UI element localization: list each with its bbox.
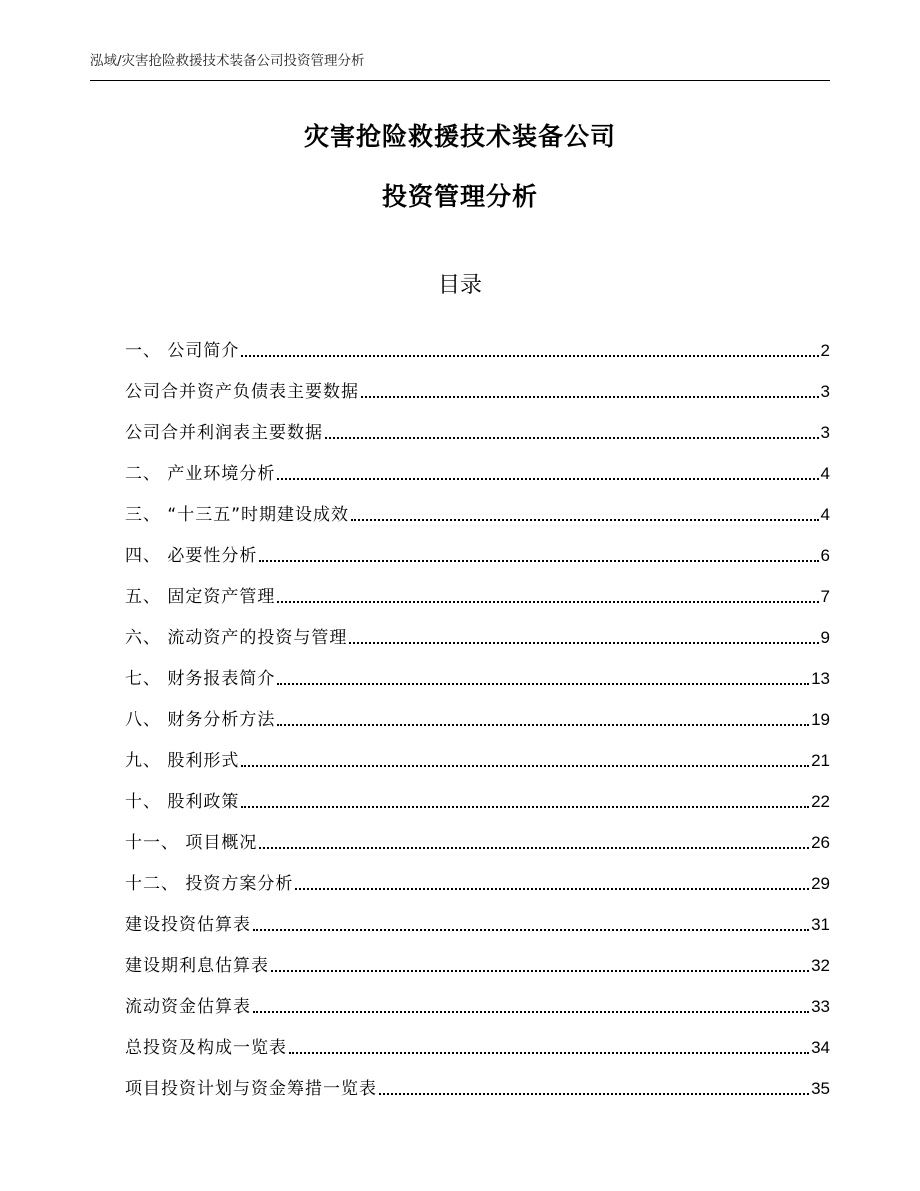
toc-entry-label[interactable]: 二、 产业环境分析 <box>125 464 276 484</box>
toc-entry[interactable] <box>125 404 830 445</box>
toc-entry-page-number[interactable]: 7 <box>820 587 830 606</box>
toc-entry-page-number[interactable]: 2 <box>820 341 830 360</box>
toc-entry-page-number[interactable]: 4 <box>820 505 830 524</box>
document-title-line-2: 投资管理分析 <box>381 182 538 211</box>
toc-entry-label[interactable]: 六、 流动资产的投资与管理 <box>125 628 348 648</box>
toc-entry-label[interactable]: 一、 公司简介 <box>125 341 240 361</box>
toc-entry-page-number[interactable]: 13 <box>811 669 830 688</box>
toc-dot-leader <box>277 601 818 603</box>
toc-entry[interactable] <box>125 486 830 527</box>
toc-entry[interactable] <box>125 445 830 486</box>
toc-entry[interactable] <box>125 322 830 363</box>
toc-entry-label[interactable]: 十二、 投资方案分析 <box>125 874 294 894</box>
toc-entry[interactable] <box>125 814 830 855</box>
toc-entry-page-number[interactable]: 22 <box>811 792 830 811</box>
toc-entry-page-number[interactable]: 32 <box>811 956 830 975</box>
toc-dot-leader <box>277 724 809 726</box>
toc-dot-leader <box>325 437 819 439</box>
toc-entry-page-number[interactable]: 6 <box>820 546 830 565</box>
toc-dot-leader <box>361 396 819 398</box>
toc-entry-label[interactable]: 建设期利息估算表 <box>125 956 269 976</box>
toc-entry-page-number[interactable]: 33 <box>811 997 830 1016</box>
toc-dot-leader <box>253 1011 809 1013</box>
toc-entry-page-number[interactable]: 4 <box>820 464 830 483</box>
toc-entry-page-number[interactable]: 9 <box>820 628 830 647</box>
toc-entry[interactable] <box>125 732 830 773</box>
toc-dot-leader <box>349 642 818 644</box>
toc-entry[interactable] <box>125 937 830 978</box>
toc-entry-label[interactable]: 九、 股利形式 <box>125 751 240 771</box>
toc-entry-page-number[interactable]: 31 <box>811 915 830 934</box>
toc-entry[interactable] <box>125 1019 830 1060</box>
toc-entry-label[interactable]: 七、 财务报表简介 <box>125 669 276 689</box>
toc-entry-label[interactable]: 四、 必要性分析 <box>125 546 258 566</box>
page-header: 泓域/灾害抢险救援技术装备公司投资管理分析 <box>90 53 365 69</box>
toc-dot-leader <box>241 806 809 808</box>
toc-entry[interactable] <box>125 773 830 814</box>
toc-entry-label[interactable]: 八、 财务分析方法 <box>125 710 276 730</box>
toc-entry[interactable] <box>125 896 830 937</box>
toc-dot-leader <box>379 1093 809 1095</box>
toc-entry[interactable] <box>125 691 830 732</box>
toc-entry[interactable] <box>125 978 830 1019</box>
toc-dot-leader <box>295 888 809 890</box>
toc-entry-label[interactable]: 项目投资计划与资金筹措一览表 <box>125 1079 377 1099</box>
toc-entry-label[interactable]: 十一、 项目概况 <box>125 833 258 853</box>
toc-dot-leader <box>277 683 809 685</box>
toc-dot-leader <box>351 519 819 521</box>
toc-entry[interactable] <box>125 855 830 896</box>
toc-entry-page-number[interactable]: 34 <box>811 1038 830 1057</box>
toc-entry-page-number[interactable]: 35 <box>811 1079 830 1098</box>
toc-entry-label[interactable]: 流动资金估算表 <box>125 997 251 1017</box>
toc-entry[interactable] <box>125 568 830 609</box>
toc-entry[interactable] <box>125 527 830 568</box>
toc-dot-leader <box>271 970 809 972</box>
toc-entry-label[interactable]: 总投资及构成一览表 <box>125 1038 287 1058</box>
toc-entry-label[interactable]: 公司合并利润表主要数据 <box>125 423 323 443</box>
toc-dot-leader <box>259 560 818 562</box>
toc-entry-page-number[interactable]: 3 <box>820 382 830 401</box>
toc-entry-label[interactable]: 公司合并资产负债表主要数据 <box>125 382 359 402</box>
toc-dot-leader <box>289 1052 809 1054</box>
toc-entry-page-number[interactable]: 21 <box>811 751 830 770</box>
toc-dot-leader <box>241 765 809 767</box>
toc-entry[interactable] <box>125 609 830 650</box>
toc-entry-label[interactable]: 五、 固定资产管理 <box>125 587 276 607</box>
toc-dot-leader <box>241 355 818 357</box>
toc-entry-page-number[interactable]: 19 <box>811 710 830 729</box>
toc-entry-page-number[interactable]: 3 <box>820 423 830 442</box>
toc-dot-leader <box>259 847 809 849</box>
toc-dot-leader <box>277 478 818 480</box>
table-of-contents <box>125 322 830 1101</box>
toc-heading: 目录 <box>437 273 482 298</box>
toc-entry-page-number[interactable]: 26 <box>811 833 830 852</box>
toc-entry-label[interactable]: 建设投资估算表 <box>125 915 251 935</box>
toc-entry-label[interactable]: 十、 股利政策 <box>125 792 240 812</box>
toc-entry[interactable] <box>125 650 830 691</box>
document-title-line-1: 灾害抢险救援技术装备公司 <box>303 122 616 151</box>
toc-entry-label[interactable]: 三、 “十三五”时期建设成效 <box>125 505 350 525</box>
toc-dot-leader <box>253 929 809 931</box>
toc-entry[interactable] <box>125 363 830 404</box>
toc-entry[interactable] <box>125 1060 830 1101</box>
header-divider <box>90 80 830 81</box>
toc-entry-page-number[interactable]: 29 <box>811 874 830 893</box>
